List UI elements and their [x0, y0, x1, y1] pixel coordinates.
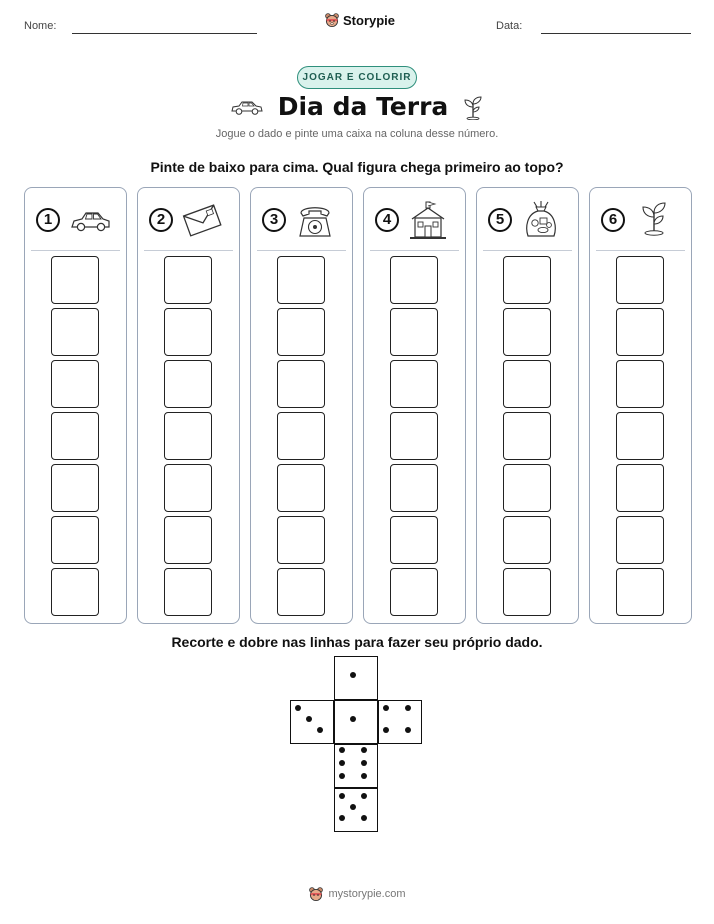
color-box[interactable]: [616, 516, 664, 564]
color-box[interactable]: [164, 360, 212, 408]
sprout-icon: [462, 94, 484, 120]
column-header: [25, 188, 126, 251]
box-stack: [503, 256, 551, 616]
column-5: [476, 187, 579, 624]
footer: [0, 886, 714, 902]
column-number: 3: [262, 208, 286, 232]
die-pip: [339, 747, 345, 753]
die-face-3: [290, 700, 334, 744]
die-pip: [306, 716, 312, 722]
die-pip: [295, 705, 301, 711]
color-box[interactable]: [616, 412, 664, 460]
die-pip: [350, 716, 356, 722]
column-number: 2: [149, 208, 173, 232]
instruction-bottom: Recorte e dobre nas linhas para fazer seu próprio dado.: [171, 634, 543, 650]
column-2: [137, 187, 240, 624]
column-number: 1: [36, 208, 60, 232]
color-box[interactable]: [277, 308, 325, 356]
color-box[interactable]: [51, 360, 99, 408]
box-stack: [51, 256, 99, 616]
die-pip: [350, 804, 356, 810]
color-box[interactable]: [164, 516, 212, 564]
column-header: [477, 188, 578, 251]
color-box[interactable]: [616, 256, 664, 304]
title-row: [0, 92, 714, 121]
die-pip: [339, 760, 345, 766]
schoolhouse-icon: [407, 199, 449, 241]
car-icon: [68, 199, 110, 241]
bear-logo-icon: [324, 12, 340, 28]
column-header: [138, 188, 239, 251]
die-pip: [339, 793, 345, 799]
column-divider: [144, 250, 233, 251]
date-label: Data:: [496, 20, 523, 32]
color-box[interactable]: [503, 360, 551, 408]
color-box[interactable]: [616, 360, 664, 408]
color-box[interactable]: [503, 412, 551, 460]
color-box[interactable]: [390, 360, 438, 408]
die-pip: [405, 727, 411, 733]
telephone-icon: [294, 199, 336, 241]
die-pip: [350, 672, 356, 678]
instruction-top: Pinte de baixo para cima. Qual figura chega primeiro ao topo?: [150, 159, 564, 175]
subtitle: Jogue o dado e pinte uma caixa na coluna desse número.: [215, 128, 499, 140]
die-face-5: [334, 788, 378, 832]
color-box[interactable]: [277, 568, 325, 616]
car-icon: [230, 97, 264, 117]
color-box[interactable]: [51, 308, 99, 356]
box-stack: [277, 256, 325, 616]
activity-badge: JOGAR E COLORIR: [297, 66, 417, 89]
box-stack: [616, 256, 664, 616]
column-divider: [31, 250, 120, 251]
die-pip: [339, 773, 345, 779]
column-divider: [370, 250, 459, 251]
envelope-icon: [181, 199, 223, 241]
color-box[interactable]: [503, 256, 551, 304]
die-face-1: [334, 700, 378, 744]
column-1: [24, 187, 127, 624]
column-header: [590, 188, 691, 251]
brand-name: Storypie: [343, 12, 396, 28]
color-box[interactable]: [277, 412, 325, 460]
color-box[interactable]: [277, 256, 325, 304]
bear-logo-icon: [308, 886, 324, 902]
column-header: [251, 188, 352, 251]
column-3: [250, 187, 353, 624]
die-pip: [339, 815, 345, 821]
die-face-6: [334, 744, 378, 788]
die-face-4: [378, 700, 422, 744]
color-box[interactable]: [277, 464, 325, 512]
color-box[interactable]: [51, 568, 99, 616]
color-box[interactable]: [390, 308, 438, 356]
column-number: 4: [375, 208, 399, 232]
box-stack: [164, 256, 212, 616]
footer-url[interactable]: mystorypie.com: [328, 888, 406, 900]
die-pip: [361, 760, 367, 766]
color-box[interactable]: [164, 568, 212, 616]
column-number: 6: [601, 208, 625, 232]
column-6: [589, 187, 692, 624]
column-header: [364, 188, 465, 251]
color-box[interactable]: [277, 516, 325, 564]
color-box[interactable]: [616, 464, 664, 512]
color-box[interactable]: [390, 464, 438, 512]
die-pip: [317, 727, 323, 733]
color-box[interactable]: [616, 568, 664, 616]
color-box[interactable]: [390, 256, 438, 304]
color-box[interactable]: [277, 360, 325, 408]
color-box[interactable]: [51, 516, 99, 564]
color-box[interactable]: [164, 412, 212, 460]
color-box[interactable]: [51, 256, 99, 304]
die-pip: [361, 793, 367, 799]
color-box[interactable]: [164, 464, 212, 512]
die-pip: [383, 705, 389, 711]
name-field-line[interactable]: [72, 33, 257, 34]
brand-logo: [324, 12, 395, 28]
column-4: [363, 187, 466, 624]
color-box[interactable]: [503, 516, 551, 564]
recycling-bag-icon: [520, 199, 562, 241]
color-box[interactable]: [164, 256, 212, 304]
column-divider: [257, 250, 346, 251]
date-field-line[interactable]: [541, 33, 691, 34]
color-box[interactable]: [390, 412, 438, 460]
column-divider: [483, 250, 572, 251]
color-box[interactable]: [503, 308, 551, 356]
column-number: 5: [488, 208, 512, 232]
die-pip: [383, 727, 389, 733]
color-box[interactable]: [164, 308, 212, 356]
color-box[interactable]: [616, 308, 664, 356]
die-net: [290, 656, 426, 836]
column-divider: [596, 250, 685, 251]
name-label: Nome:: [24, 20, 57, 32]
die-pip: [405, 705, 411, 711]
box-stack: [390, 256, 438, 616]
color-box[interactable]: [51, 464, 99, 512]
die-pip: [361, 815, 367, 821]
game-columns: [24, 187, 692, 624]
color-box[interactable]: [503, 568, 551, 616]
die-pip: [361, 747, 367, 753]
die-pip: [361, 773, 367, 779]
page-title: Dia da Terra: [277, 92, 449, 121]
color-box[interactable]: [390, 516, 438, 564]
color-box[interactable]: [390, 568, 438, 616]
color-box[interactable]: [503, 464, 551, 512]
color-box[interactable]: [51, 412, 99, 460]
sprout-icon: [633, 199, 675, 241]
die-face-1: [334, 656, 378, 700]
